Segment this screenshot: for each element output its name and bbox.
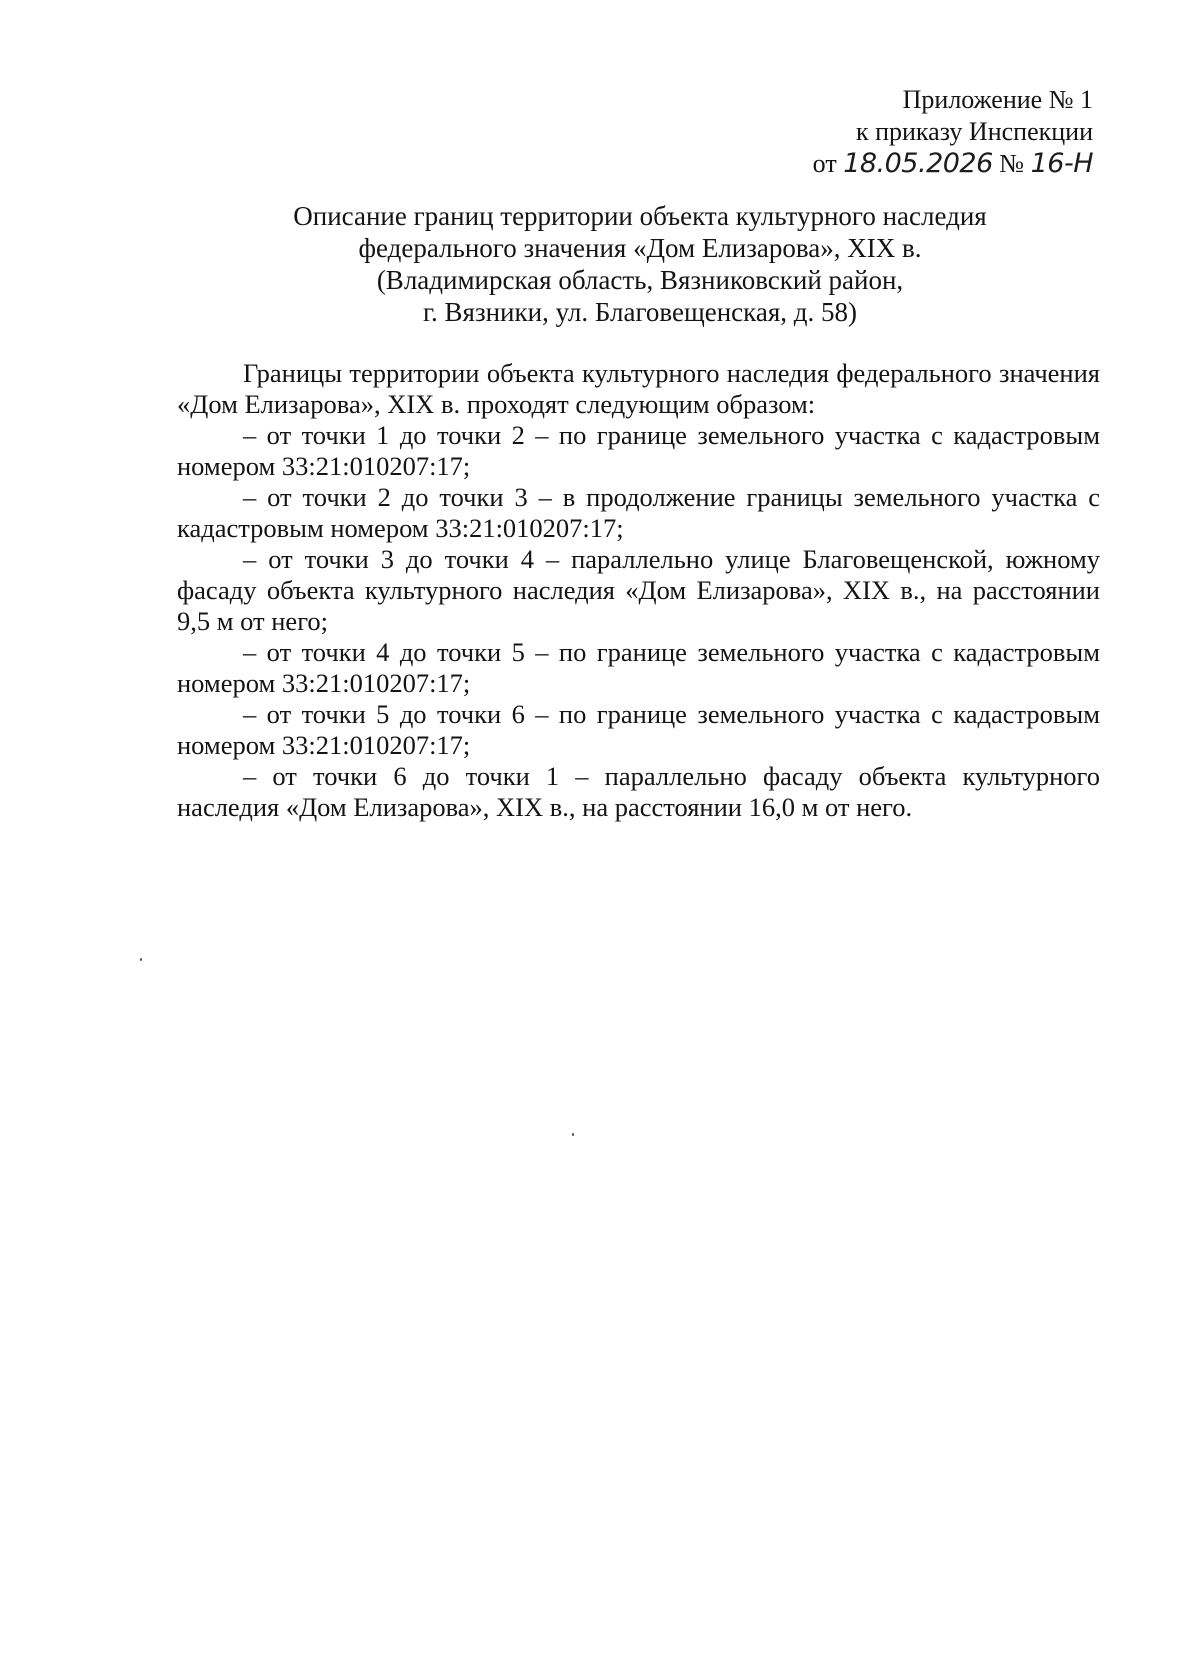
appendix-date-line [813,148,1093,180]
appendix-header [813,84,1093,180]
scan-speck [572,1133,574,1136]
boundary-segment-6-1: – от точки 6 до точки 1 – параллельно фасаду объекта культурного наследия «Дом Елизарова», XIX в., на расстоянии 16,0 м от него. [177,761,1100,822]
boundary-segment-1-2: – от точки 1 до точки 2 – по границе земельного участка с кадастровым номером 33:21:010207:17; [177,420,1100,481]
title-line-2: федерального значения «Дом Елизарова», XIX в. [358,233,922,263]
appendix-order-reference: к приказу Инспекции [855,117,1093,146]
appendix-number: Приложение № 1 [902,85,1093,114]
handwritten-order-number: 16-Н [1030,148,1093,179]
boundary-segment-4-5: – от точки 4 до точки 5 – по границе земельного участка с кадастровым номером 33:21:010207:17; [177,637,1100,698]
scan-speck [140,958,142,961]
boundary-segment-3-4: – от точки 3 до точки 4 – параллельно улице Благовещенской, южному фасаду объекта культурного наследия «Дом Елизарова», XIX в., на расстоянии 9,5 м от него; [177,544,1100,636]
document-body [177,358,1100,823]
document-title [180,200,1100,328]
boundary-segment-5-6: – от точки 5 до точки 6 – по границе земельного участка с кадастровым номером 33:21:010207:17; [177,699,1100,760]
intro-paragraph: Границы территории объекта культурного наследия федерального значения «Дом Елизарова», XIX в. проходят следующим образом: [177,358,1100,419]
title-line-4: г. Вязники, ул. Благовещенская, д. 58) [422,297,857,327]
number-prefix: № [999,149,1025,178]
date-prefix: от [812,149,837,178]
title-line-3: (Владимирская область, Вязниковский район, [376,265,904,295]
title-line-1: Описание границ территории объекта культурного наследия [293,201,987,231]
handwritten-date: 18.05.2026 [843,148,993,179]
boundary-segment-2-3: – от точки 2 до точки 3 – в продолжение границы земельного участка с кадастровым номером 33:21:010207:17; [177,482,1100,543]
